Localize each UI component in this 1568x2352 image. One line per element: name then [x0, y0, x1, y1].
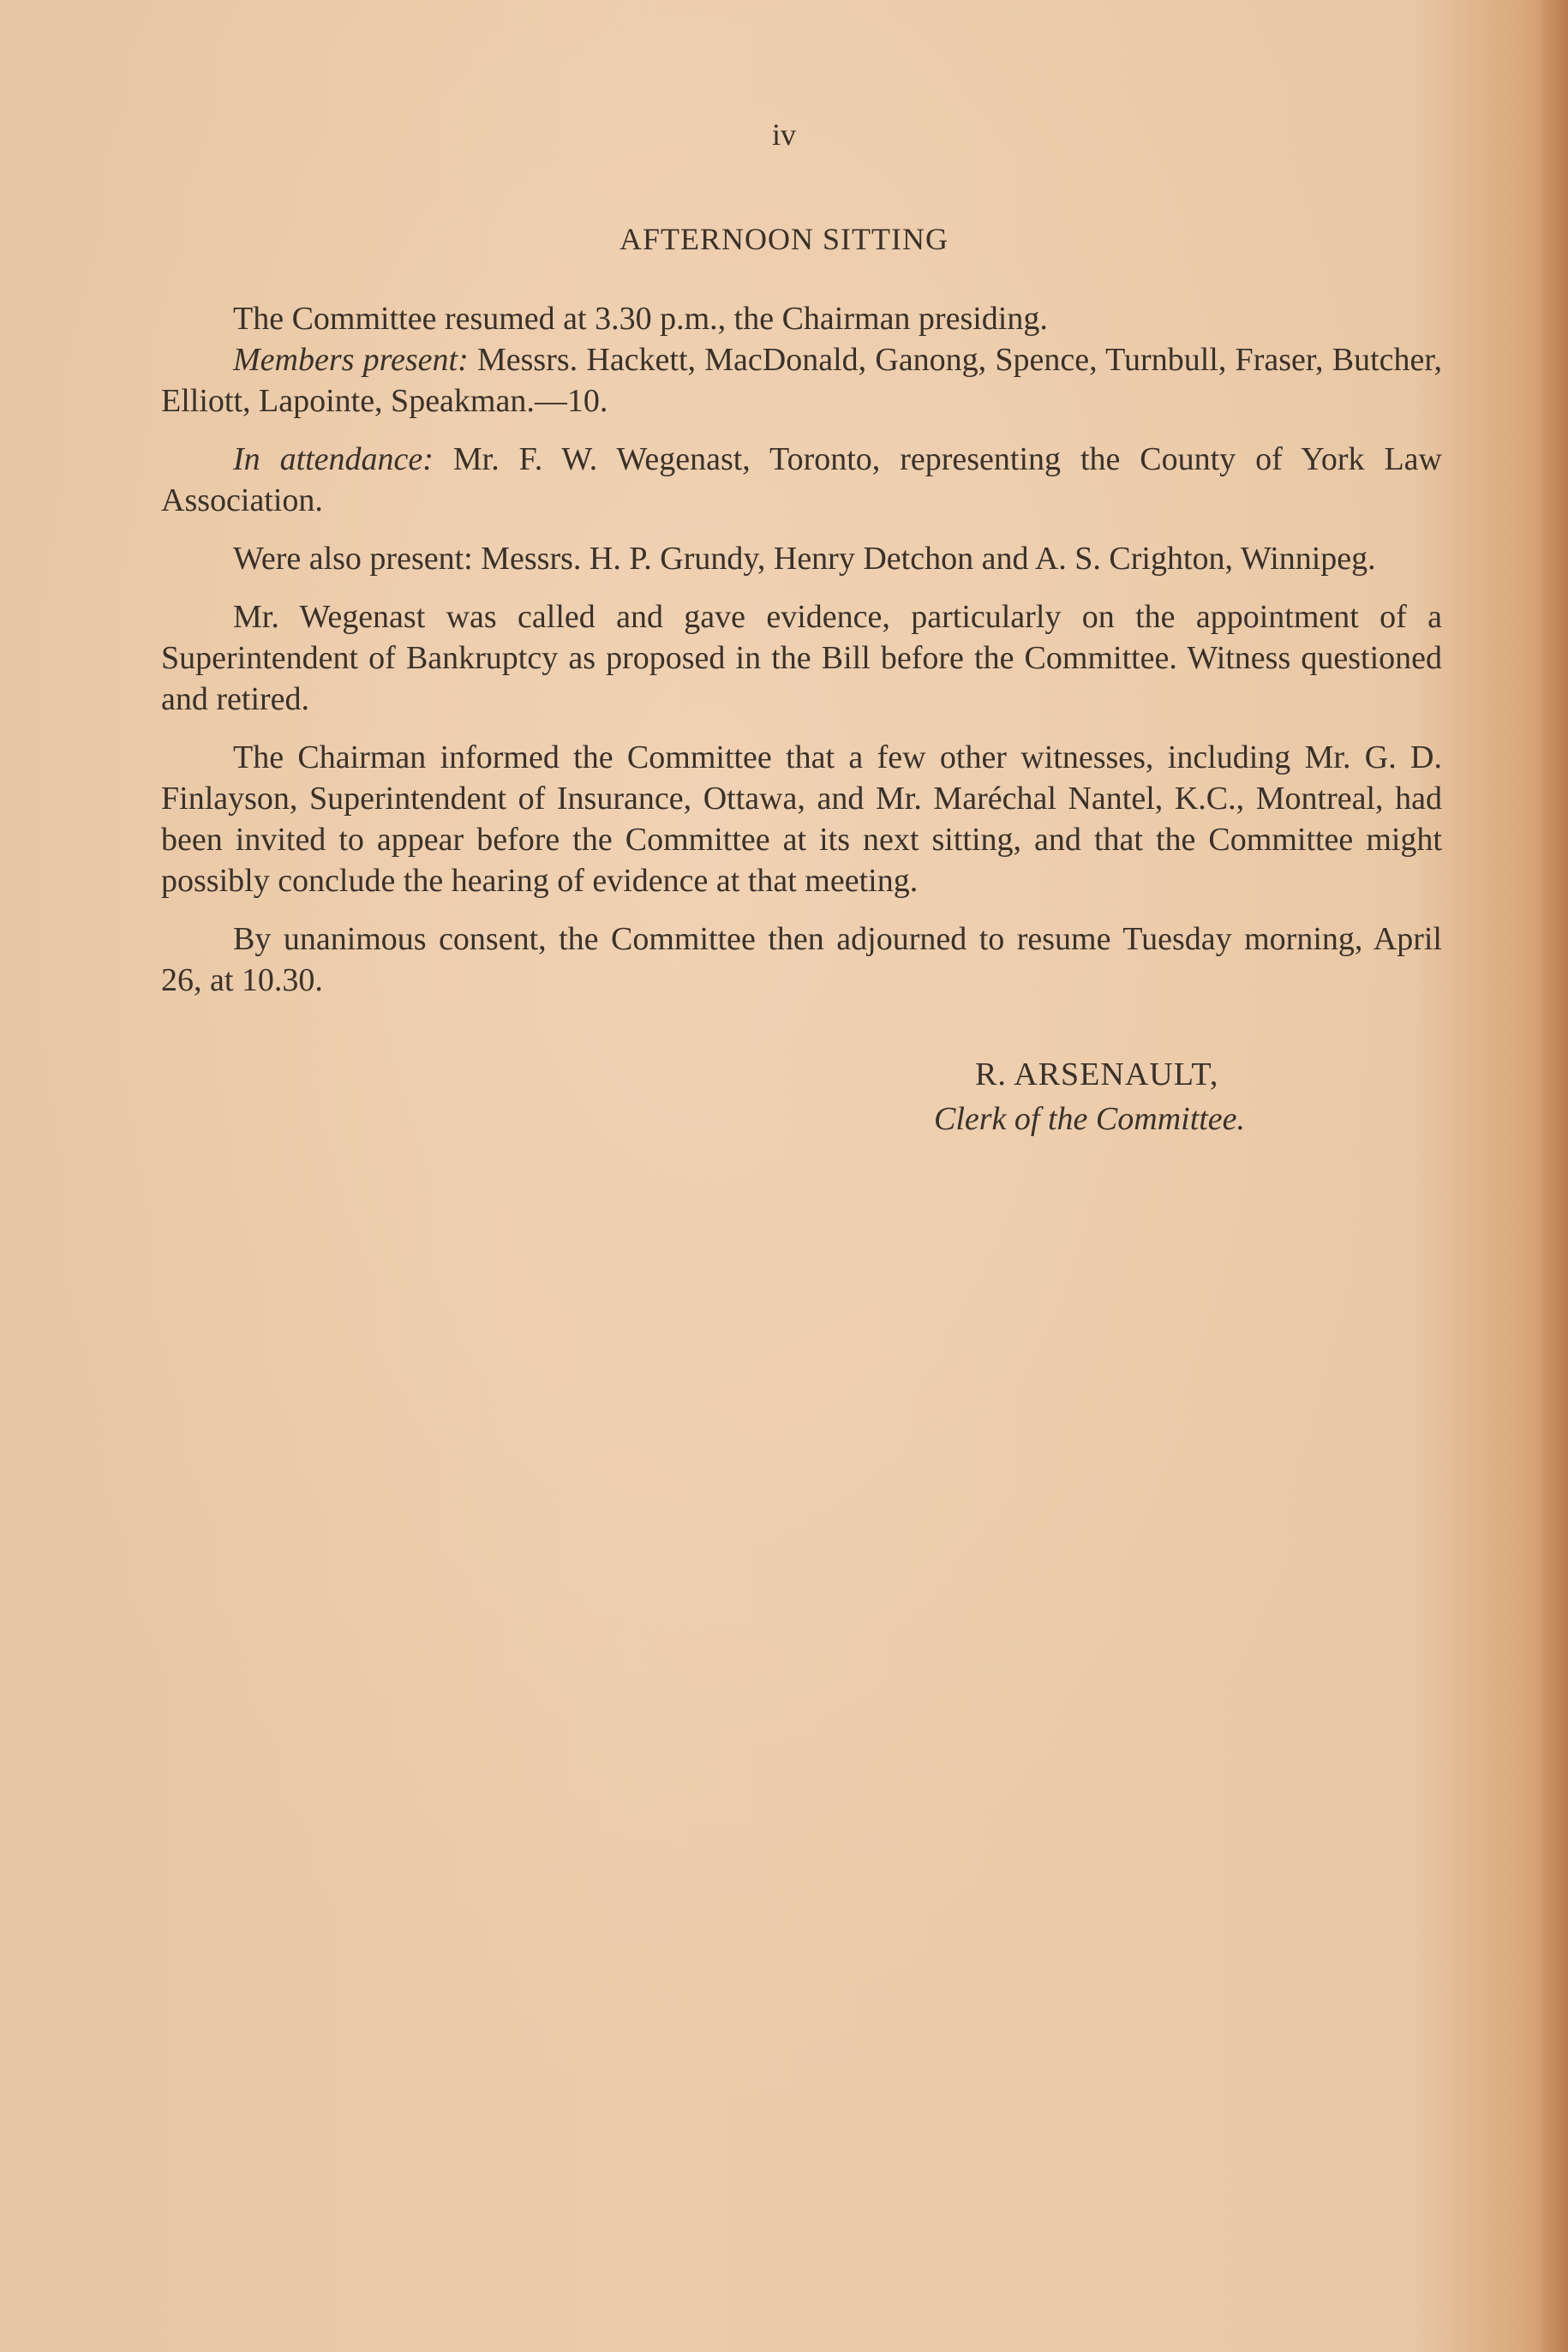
paragraph-text: Mr. Wegenast was called and gave evidence, particularly on the appointment of a Superintendent of Bankruptcy as proposed in the Bill before the Committee. Witness questioned and retired. — [161, 599, 1442, 717]
paragraph-adjourned — [161, 919, 1442, 1001]
section-heading: AFTERNOON SITTING — [619, 222, 949, 256]
paragraph-text: The Committee resumed at 3.30 p.m., the Chairman presiding. — [233, 301, 1048, 337]
paragraph-text: Mr. F. W. Wegenast, Toronto, representing the County of York Law Association. — [161, 441, 1442, 518]
paragraph-witness — [161, 596, 1442, 720]
paragraph-resumed — [161, 298, 1442, 339]
paragraph-also-present — [161, 538, 1442, 579]
paragraph-text: The Chairman informed the Committee that a few other witnesses, including Mr. G. D. Finlayson, Superintendent of Insurance, Ottawa, and Mr. Maréchal Nantel, K.C., Montreal, had been invited to appear before the Committee at its next sitting, and that the Committee might possibly conclude the hearing of evidence at that meeting. — [161, 739, 1442, 899]
minutes-body — [161, 298, 1442, 1018]
paragraph-text: By unanimous consent, the Committee then adjourned to resume Tuesday morning, April 26, at 10.30. — [161, 921, 1442, 998]
page-number: iv — [771, 117, 796, 152]
page-edge — [1539, 0, 1568, 2352]
paragraph-text: Messrs. Hackett, MacDonald, Ganong, Spence, Turnbull, Fraser, Butcher, Elliott, Lapointe, Speakman.—10. — [161, 342, 1442, 419]
paragraph-in-attendance — [161, 439, 1442, 521]
signatory-name: R. ARSENAULT, — [975, 1056, 1219, 1092]
paragraph-text: Were also present: Messrs. H. P. Grundy, Henry Detchon and A. S. Crighton, Winnipeg. — [233, 541, 1376, 577]
signature-block — [934, 1052, 1245, 1141]
paragraph-lead: Members present: — [233, 342, 469, 378]
paragraph-members-present — [161, 339, 1442, 422]
paragraph-chairman-informed — [161, 737, 1442, 901]
signatory-title: Clerk of the Committee. — [934, 1101, 1246, 1137]
paragraph-lead: In attendance: — [233, 441, 434, 477]
